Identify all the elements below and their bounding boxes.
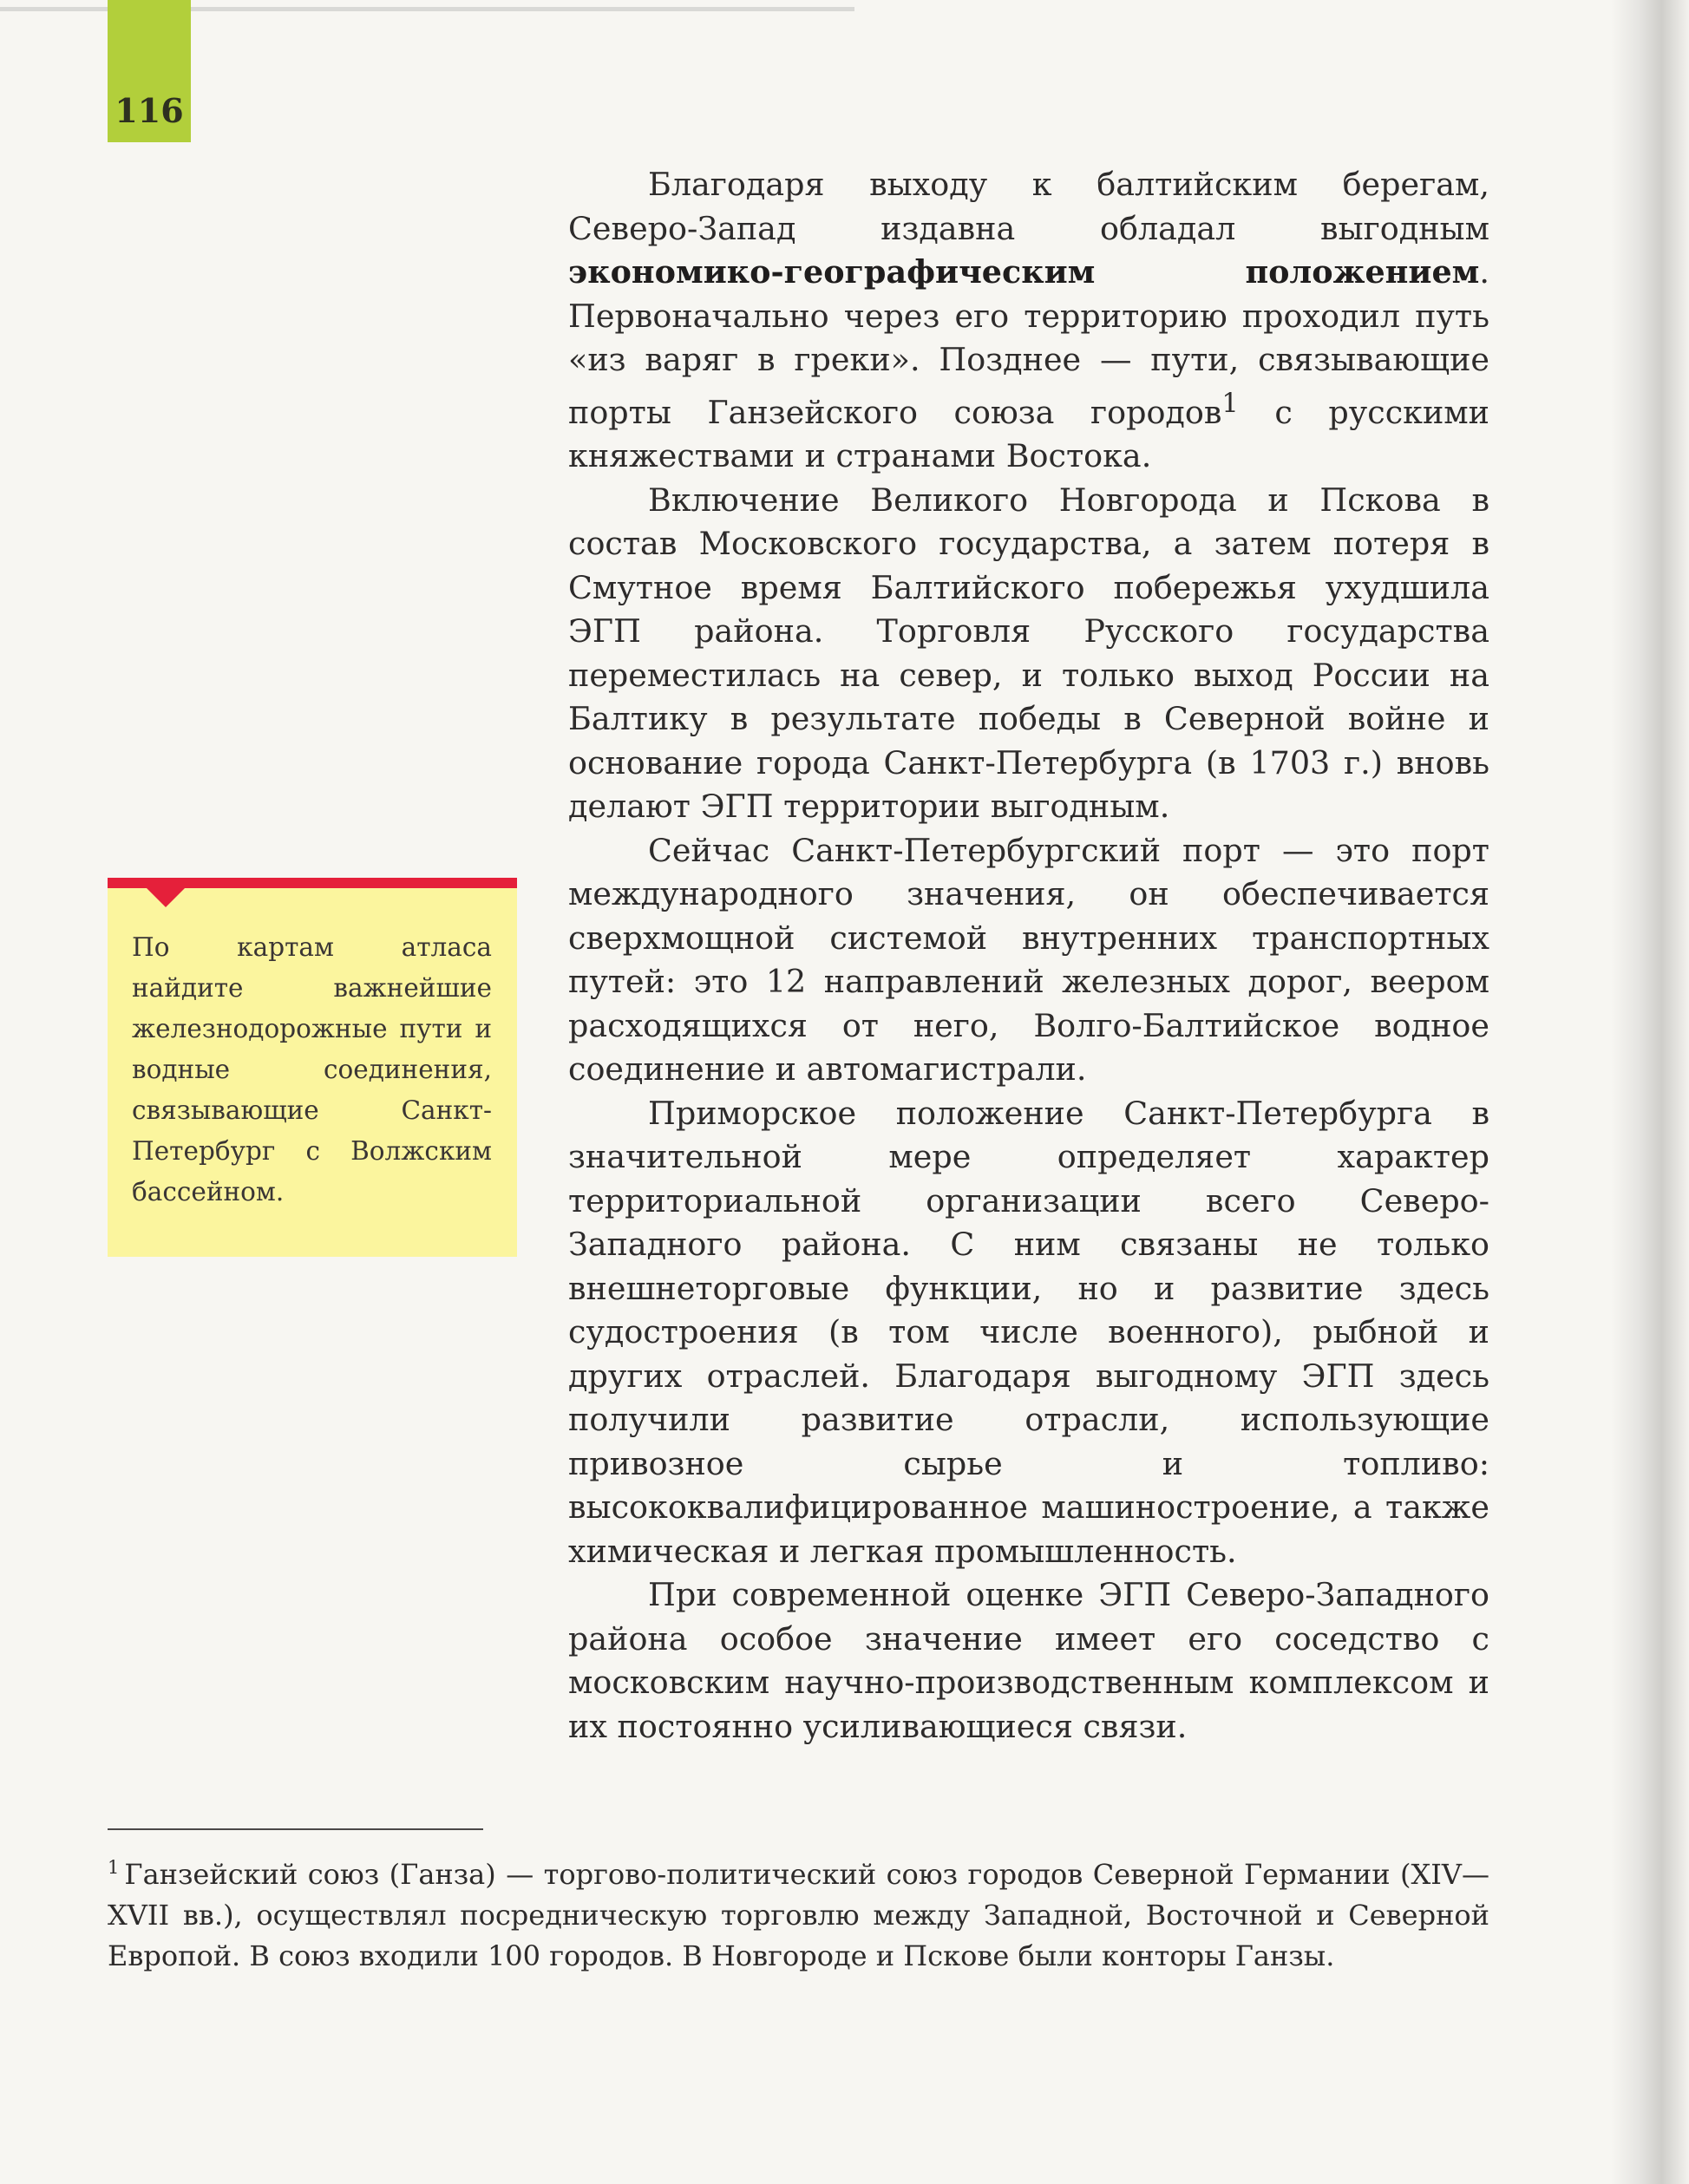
task-text: По картам атласа найдите важнейшие железнодорожные пути и водные соединения, связывающие Санкт-Петербург с Волжским бассейном. (132, 932, 492, 1206)
paragraph-1-text-cont: . Первоначально через его территорию проходил путь «из варяг в греки». Позднее — пути, связывающие порты Ганзейского союза городов (568, 253, 1489, 431)
triangle-marker-icon (147, 888, 185, 907)
key-term-bold: экономико-географическим положением (568, 253, 1480, 291)
footnote-text: Ганзейский союз (Ганза) — торгово-политический союз городов Северной Германии (XIV—XVII вв.), осуществлял посредническую торговлю между Западной, Восточной и Северной Европой. В союз входили 100 городов. В Новгороде и Пскове были конторы Ганзы. (108, 1858, 1489, 1972)
page-binding-shadow (1611, 0, 1689, 2184)
paragraph-1-text-end: с русскими княжествами и странами Востока. (568, 393, 1489, 475)
paragraph-1 (568, 163, 1489, 479)
page-number-tab (108, 0, 191, 142)
paragraph-5: При современной оценке ЭГП Северо-Западного района особое значение имеет его соседство с московским научно-производственным комплексом и их постоянно усиливающиеся связи. (568, 1576, 1489, 1745)
paragraph-2: Включение Великого Новгорода и Пскова в состав Московского государства, а затем потеря в Смутное время Балтийского побережья ухудшила ЭГП района. Торговля Русского государства переместилась на север, и только выход России на Балтику в результате победы в Северной войне и основание города Санкт-Петербурга (в 1703 г.) вновь делают ЭГП территории выгодным. (568, 481, 1489, 826)
paragraph-4: Приморское положение Санкт-Петербурга в значительной мере определяет характер территориальной организации всего Северо-Западного района. С ним связаны не только внешнеторговые функции, но и развитие здесь судостроения (в том числе военного), рыбной и других отраслей. Благодаря выгодному ЭГП здесь получили развитие отрасли, использующие привозное сырье и топливо: высококвалифицированное машиностроение, а также химическая и легкая промышленность. (568, 1094, 1489, 1570)
footnote (108, 1847, 1489, 1977)
paragraph-3: Сейчас Санкт-Петербургский порт — это порт международного значения, он обеспечивается сверхмощной системой внутренних транспортных путей: это 12 направлений железных дорог, веером расходящихся от него, Волго-Балтийское водное соединение и автомагистрали. (568, 831, 1489, 1089)
footnote-rule (108, 1828, 483, 1830)
task-box-red-bar (108, 878, 517, 888)
task-box (108, 878, 517, 1257)
paragraph-1-text: Благодаря выходу к балтийским берегам, Северо-Запад издавна обладал выгодным (568, 166, 1489, 247)
page-number: 116 (115, 91, 184, 130)
main-text (568, 163, 1489, 1749)
footnote-reference: 1 (1221, 388, 1239, 419)
footnote-marker: 1 (108, 1857, 120, 1878)
